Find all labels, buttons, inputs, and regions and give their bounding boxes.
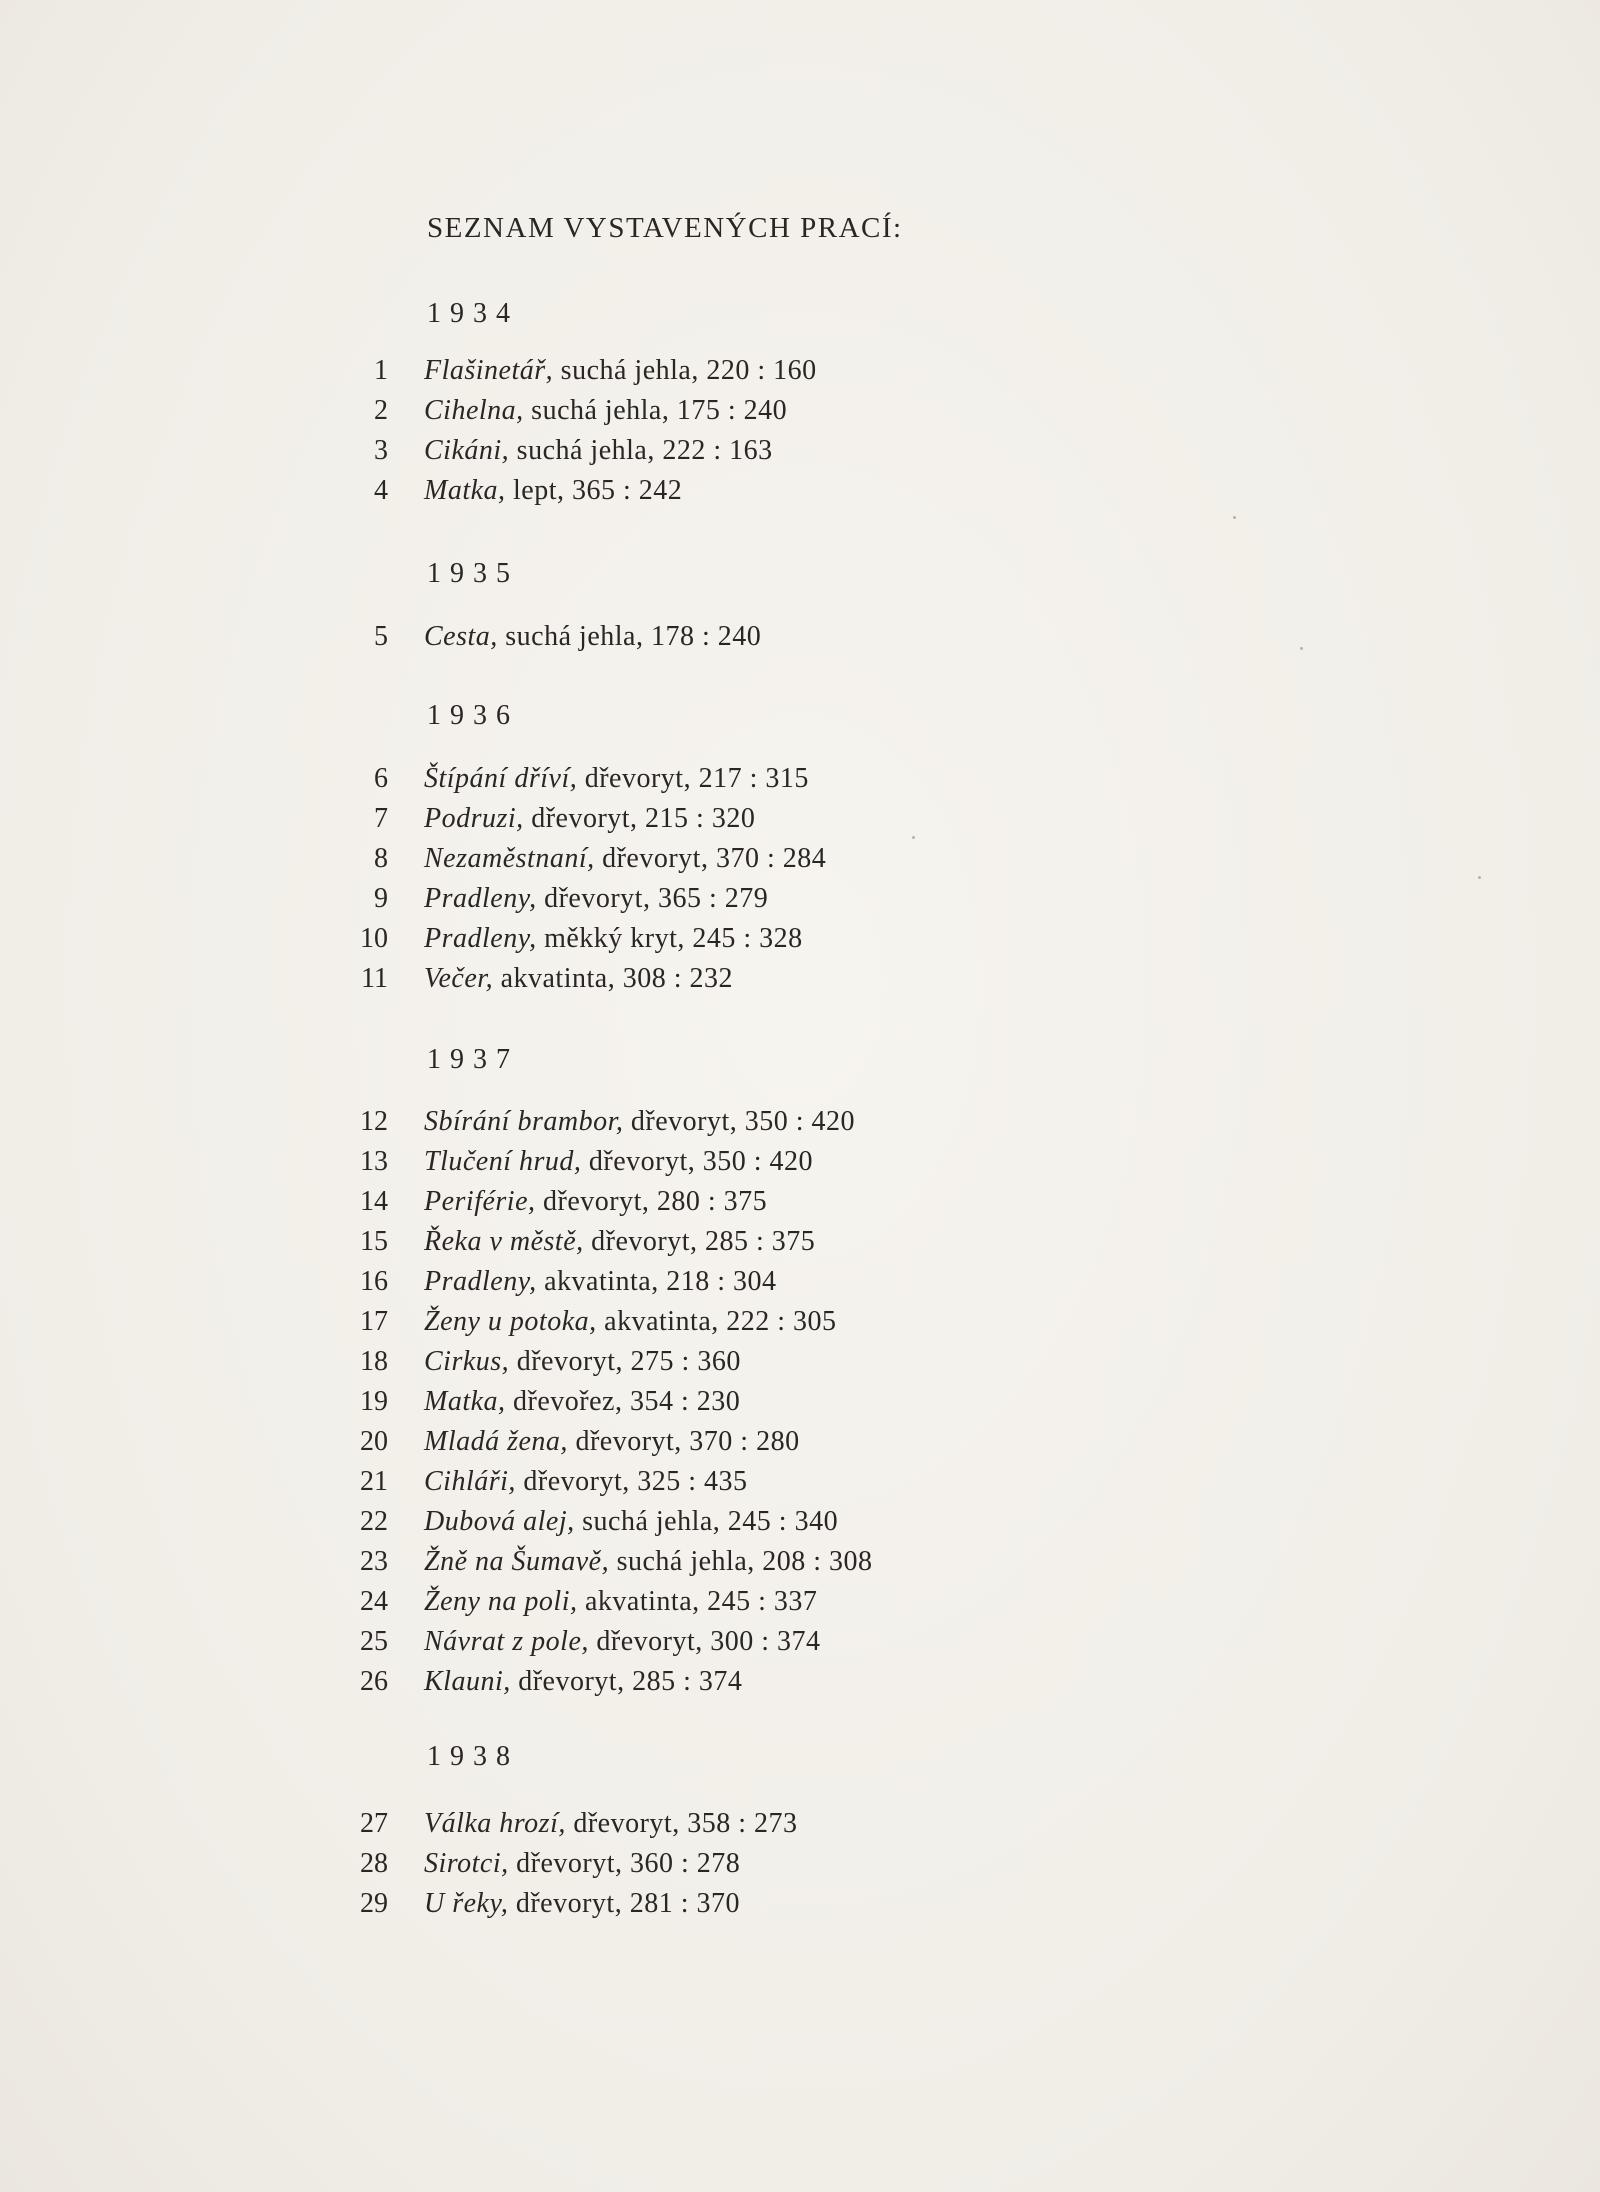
entry-number: 24 bbox=[360, 1586, 388, 1617]
entry-number: 28 bbox=[360, 1848, 388, 1879]
work-entry bbox=[340, 1426, 800, 1466]
entry-number: 14 bbox=[360, 1186, 388, 1217]
entry-details: suchá jehla, 175 : 240 bbox=[523, 395, 788, 426]
entry-details: dřevoryt, 275 : 360 bbox=[509, 1346, 741, 1377]
entry-title: Cirkus, bbox=[424, 1346, 510, 1377]
work-entry bbox=[340, 1666, 742, 1706]
entry-title: Návrat z pole, bbox=[424, 1626, 589, 1657]
entry-number: 12 bbox=[360, 1106, 388, 1137]
entry-number: 5 bbox=[374, 621, 388, 652]
page-title: SEZNAM VYSTAVENÝCH PRACÍ: bbox=[427, 212, 903, 244]
entry-details: suchá jehla, 222 : 163 bbox=[509, 435, 773, 466]
work-entry bbox=[340, 963, 733, 1003]
paper-speck bbox=[912, 836, 915, 839]
work-entry bbox=[340, 1226, 815, 1266]
entry-title: Nezaměstnaní, bbox=[424, 843, 595, 874]
entry-number: 29 bbox=[360, 1888, 388, 1919]
entry-number: 6 bbox=[374, 763, 388, 794]
entry-title: Ženy na poli, bbox=[424, 1586, 578, 1617]
entry-number: 16 bbox=[360, 1266, 388, 1297]
work-entry bbox=[340, 1186, 767, 1226]
entry-title: Štípání dříví, bbox=[424, 763, 578, 794]
entry-title: Ženy u potoka, bbox=[424, 1306, 597, 1337]
entry-number: 8 bbox=[374, 843, 388, 874]
entry-number: 13 bbox=[360, 1146, 388, 1177]
year-heading: 1938 bbox=[427, 1741, 519, 1772]
entry-number: 17 bbox=[360, 1306, 388, 1337]
entry-details: dřevoryt, 215 : 320 bbox=[523, 803, 756, 834]
work-entry bbox=[340, 1848, 740, 1888]
work-entry bbox=[340, 395, 787, 435]
entry-number: 25 bbox=[360, 1626, 388, 1657]
entry-title: Dubová alej, bbox=[424, 1506, 575, 1537]
entry-title: Cesta, bbox=[424, 621, 498, 652]
work-entry bbox=[340, 1386, 740, 1426]
entry-number: 2 bbox=[374, 395, 388, 426]
entry-number: 7 bbox=[374, 803, 388, 834]
entry-title: Cihelna, bbox=[424, 395, 524, 426]
entry-number: 9 bbox=[374, 883, 388, 914]
work-entry bbox=[340, 1888, 740, 1928]
entry-title: Večer, bbox=[424, 963, 494, 994]
work-entry bbox=[340, 1306, 837, 1346]
entry-details: lept, 365 : 242 bbox=[505, 475, 683, 506]
entry-title: Sbírání brambor, bbox=[424, 1106, 624, 1137]
entry-number: 3 bbox=[374, 435, 388, 466]
entry-details: akvatinta, 218 : 304 bbox=[536, 1266, 777, 1297]
entry-title: Sirotci, bbox=[424, 1848, 509, 1879]
entry-title: U řeky, bbox=[424, 1888, 509, 1919]
entry-details: akvatinta, 222 : 305 bbox=[596, 1306, 837, 1337]
paper-speck bbox=[1478, 876, 1481, 879]
entry-details: suchá jehla, 245 : 340 bbox=[574, 1506, 839, 1537]
paper-speck bbox=[1300, 647, 1303, 650]
entry-number: 23 bbox=[360, 1546, 388, 1577]
entry-details: dřevoryt, 350 : 420 bbox=[623, 1106, 856, 1137]
work-entry bbox=[340, 1506, 838, 1546]
entry-details: měkký kryt, 245 : 328 bbox=[536, 923, 803, 954]
entry-details: dřevoryt, 370 : 280 bbox=[567, 1426, 800, 1457]
work-entry bbox=[340, 1106, 855, 1146]
entry-title: Tlučení hrud, bbox=[424, 1146, 582, 1177]
entry-details: dřevoryt, 360 : 278 bbox=[508, 1848, 741, 1879]
paper-speck bbox=[1233, 516, 1236, 519]
work-entry bbox=[340, 1266, 777, 1306]
work-entry bbox=[340, 1146, 813, 1186]
year-heading: 1937 bbox=[427, 1044, 519, 1075]
entry-details: dřevoryt, 280 : 375 bbox=[535, 1186, 768, 1217]
entry-title: Mladá žena, bbox=[424, 1426, 568, 1457]
work-entry bbox=[340, 1586, 817, 1626]
entry-number: 15 bbox=[360, 1226, 388, 1257]
year-heading: 1936 bbox=[427, 700, 519, 731]
entry-details: dřevoryt, 325 : 435 bbox=[515, 1466, 748, 1497]
work-entry bbox=[340, 803, 755, 843]
entry-title: Klauni, bbox=[424, 1666, 511, 1697]
entry-number: 22 bbox=[360, 1506, 388, 1537]
entry-title: Žně na Šumavě, bbox=[424, 1546, 610, 1577]
entry-title: Řeka v městě, bbox=[424, 1226, 584, 1257]
entry-title: Cihláři, bbox=[424, 1466, 516, 1497]
entry-title: Válka hrozí, bbox=[424, 1808, 566, 1839]
entry-number: 11 bbox=[361, 963, 388, 994]
work-entry bbox=[340, 763, 809, 803]
entry-details: suchá jehla, 208 : 308 bbox=[609, 1546, 873, 1577]
entry-number: 20 bbox=[360, 1426, 388, 1457]
entry-number: 10 bbox=[360, 923, 388, 954]
entry-details: dřevoryt, 350 : 420 bbox=[581, 1146, 814, 1177]
entry-details: suchá jehla, 220 : 160 bbox=[553, 355, 817, 386]
work-entry bbox=[340, 435, 773, 475]
year-heading: 1934 bbox=[427, 298, 519, 329]
entry-title: Cikáni, bbox=[424, 435, 510, 466]
work-entry bbox=[340, 883, 768, 923]
entry-title: Pradleny, bbox=[424, 923, 537, 954]
work-entry bbox=[340, 843, 826, 883]
entry-details: akvatinta, 245 : 337 bbox=[577, 1586, 818, 1617]
entry-title: Pradleny, bbox=[424, 1266, 537, 1297]
entry-title: Periférie, bbox=[424, 1186, 536, 1217]
entry-details: dřevoryt, 370 : 284 bbox=[594, 843, 827, 874]
entry-title: Flašinetář, bbox=[424, 355, 554, 386]
entry-title: Matka, bbox=[424, 475, 506, 506]
entry-title: Matka, bbox=[424, 1386, 506, 1417]
entry-details: dřevoryt, 300 : 374 bbox=[588, 1626, 821, 1657]
work-entry bbox=[340, 1808, 797, 1848]
work-entry bbox=[340, 475, 682, 515]
work-entry bbox=[340, 923, 803, 963]
entry-details: dřevoryt, 365 : 279 bbox=[536, 883, 769, 914]
entry-details: dřevořez, 354 : 230 bbox=[505, 1386, 741, 1417]
entry-number: 19 bbox=[360, 1386, 388, 1417]
entry-number: 26 bbox=[360, 1666, 388, 1697]
entry-details: dřevoryt, 285 : 375 bbox=[583, 1226, 816, 1257]
work-entry bbox=[340, 621, 761, 661]
entry-details: akvatinta, 308 : 232 bbox=[493, 963, 733, 994]
year-heading: 1935 bbox=[427, 558, 519, 589]
entry-title: Pradleny, bbox=[424, 883, 537, 914]
entry-number: 4 bbox=[374, 475, 388, 506]
work-entry bbox=[340, 1546, 873, 1586]
work-entry bbox=[340, 1466, 748, 1506]
work-entry bbox=[340, 355, 817, 395]
entry-details: dřevoryt, 285 : 374 bbox=[510, 1666, 743, 1697]
entry-details: dřevoryt, 358 : 273 bbox=[565, 1808, 798, 1839]
entry-number: 27 bbox=[360, 1808, 388, 1839]
entry-details: dřevoryt, 281 : 370 bbox=[508, 1888, 740, 1919]
entry-number: 18 bbox=[360, 1346, 388, 1377]
entry-details: suchá jehla, 178 : 240 bbox=[497, 621, 762, 652]
entry-title: Podruzi, bbox=[424, 803, 524, 834]
work-entry bbox=[340, 1346, 741, 1386]
work-entry bbox=[340, 1626, 821, 1666]
entry-details: dřevoryt, 217 : 315 bbox=[577, 763, 809, 794]
entry-number: 1 bbox=[374, 355, 388, 386]
entry-number: 21 bbox=[360, 1466, 388, 1497]
